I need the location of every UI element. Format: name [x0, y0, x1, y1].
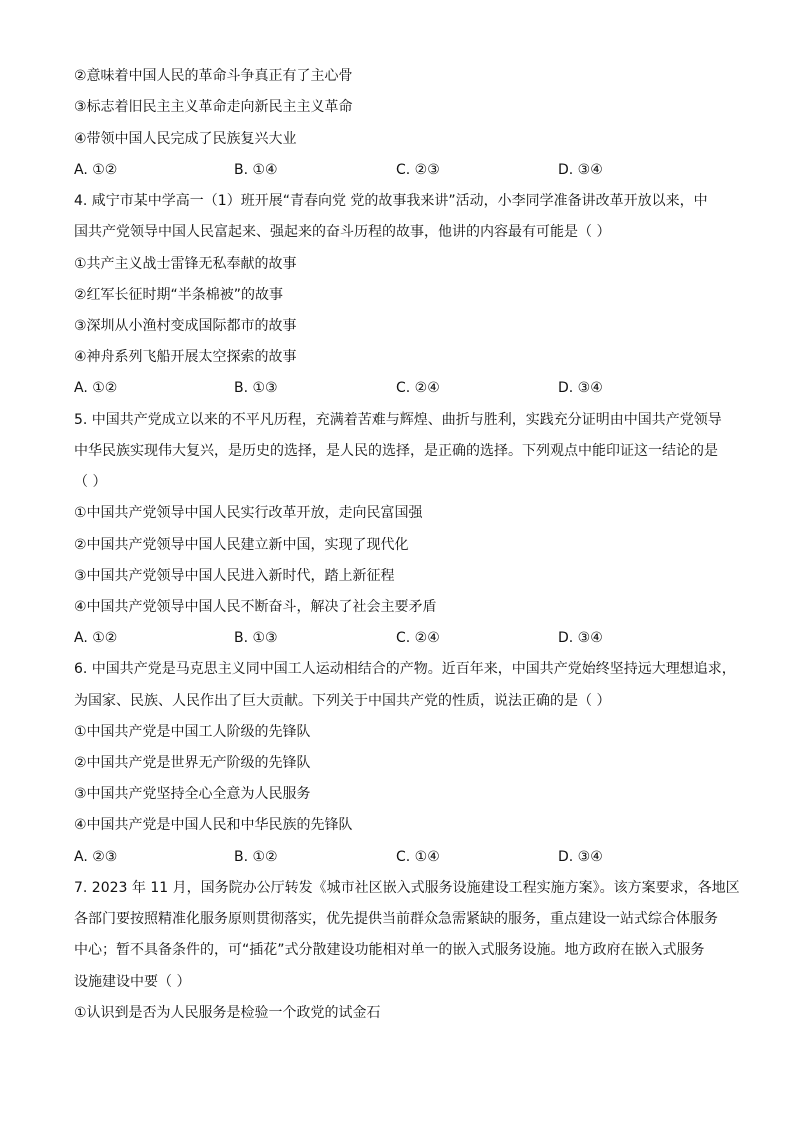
q6-option-a: A. ②③ — [74, 849, 118, 865]
q6-item-1: ①中国共产党是中国工人阶级的先锋队 — [74, 724, 311, 740]
q5-stem-line-1: 5. 中国共产党成立以来的不平凡历程，充满着苦难与辉煌、曲折与胜利，实践充分证明由中国共产党领导 — [74, 412, 722, 428]
q3-option-b: B. ①④ — [234, 162, 278, 178]
q4-option-c: C. ②④ — [396, 380, 440, 396]
q6-stem-line-1: 6. 中国共产党是马克思主义同中国工人运动相结合的产物。近百年来，中国共产党始终坚持远大理想追求， — [74, 661, 736, 677]
q3-option-c: C. ②③ — [396, 162, 440, 178]
q4-option-a: A. ①② — [74, 380, 118, 396]
q5-option-b: B. ①③ — [234, 630, 278, 646]
q6-option-b: B. ①② — [234, 849, 278, 865]
q6-option-d: D. ③④ — [558, 849, 603, 865]
q5-item-1: ①中国共产党领导中国人民实行改革开放，走向民富国强 — [74, 505, 423, 521]
q3-item-4: ④带领中国人民完成了民族复兴大业 — [74, 131, 297, 147]
q5-option-d: D. ③④ — [558, 630, 603, 646]
q4-stem-line-2: 国共产党领导中国人民富起来、强起来的奋斗历程的故事，他讲的内容最有可能是（ ） — [74, 224, 611, 240]
q6-stem-line-2: 为国家、民族、人民作出了巨大贡献。下列关于中国共产党的性质，说法正确的是（ ） — [74, 693, 611, 709]
q4-item-3: ③深圳从小渔村变成国际都市的故事 — [74, 318, 297, 334]
q4-option-d: D. ③④ — [558, 380, 603, 396]
q7-stem-line-4: 设施建设中要（ ） — [74, 974, 191, 990]
q3-options — [74, 161, 724, 179]
q4-item-4: ④神舟系列飞船开展太空探索的故事 — [74, 349, 297, 365]
q6-option-c: C. ①④ — [396, 849, 440, 865]
q3-item-3: ③标志着旧民主主义革命走向新民主主义革命 — [74, 99, 353, 115]
q7-stem-line-3: 中心；暂不具备条件的，可“插花”式分散建设功能相对单一的嵌入式服务设施。地方政府在嵌入式服务 — [74, 942, 705, 958]
q5-stem-line-2: 中华民族实现伟大复兴，是历史的选择，是人民的选择，是正确的选择。下列观点中能印证这一结论的是 — [74, 443, 718, 459]
q4-option-b: B. ①③ — [234, 380, 278, 396]
q7-stem-line-1: 7. 2023 年 11 月，国务院办公厅转发《城市社区嵌入式服务设施建设工程实施方案》。该方案要求，各地区 — [74, 880, 740, 896]
q5-item-4: ④中国共产党领导中国人民不断奋斗，解决了社会主要矛盾 — [74, 599, 437, 615]
q3-item-2: ②意味着中国人民的革命斗争真正有了主心骨 — [74, 68, 353, 84]
q7-stem-line-2: 各部门要按照精准化服务原则贯彻落实，优先提供当前群众急需紧缺的服务，重点建设一站式综合体服务 — [74, 911, 718, 927]
q6-item-2: ②中国共产党是世界无产阶级的先锋队 — [74, 755, 311, 771]
q6-item-3: ③中国共产党坚持全心全意为人民服务 — [74, 786, 311, 802]
q6-item-4: ④中国共产党是中国人民和中华民族的先锋队 — [74, 817, 353, 833]
q4-item-1: ①共产主义战士雷锋无私奉献的故事 — [74, 256, 297, 272]
q5-option-c: C. ②④ — [396, 630, 440, 646]
q4-options — [74, 379, 724, 397]
q5-option-a: A. ①② — [74, 630, 118, 646]
q5-item-2: ②中国共产党领导中国人民建立新中国，实现了现代化 — [74, 537, 409, 553]
q4-item-2: ②红军长征时期“半条棉被”的故事 — [74, 287, 284, 303]
q3-option-d: D. ③④ — [558, 162, 603, 178]
q5-options — [74, 629, 724, 647]
q6-options — [74, 848, 724, 866]
q7-item-1: ①认识到是否为人民服务是检验一个政党的试金石 — [74, 1005, 381, 1021]
q5-item-3: ③中国共产党领导中国人民进入新时代，踏上新征程 — [74, 568, 395, 584]
q3-option-a: A. ①② — [74, 162, 118, 178]
q4-stem-line-1: 4. 咸宁市某中学高一（1）班开展“青春向党 党的故事我来讲”活动，小李同学准备讲改革开放以来，中 — [74, 193, 708, 209]
q5-stem-line-3: （ ） — [74, 474, 107, 490]
